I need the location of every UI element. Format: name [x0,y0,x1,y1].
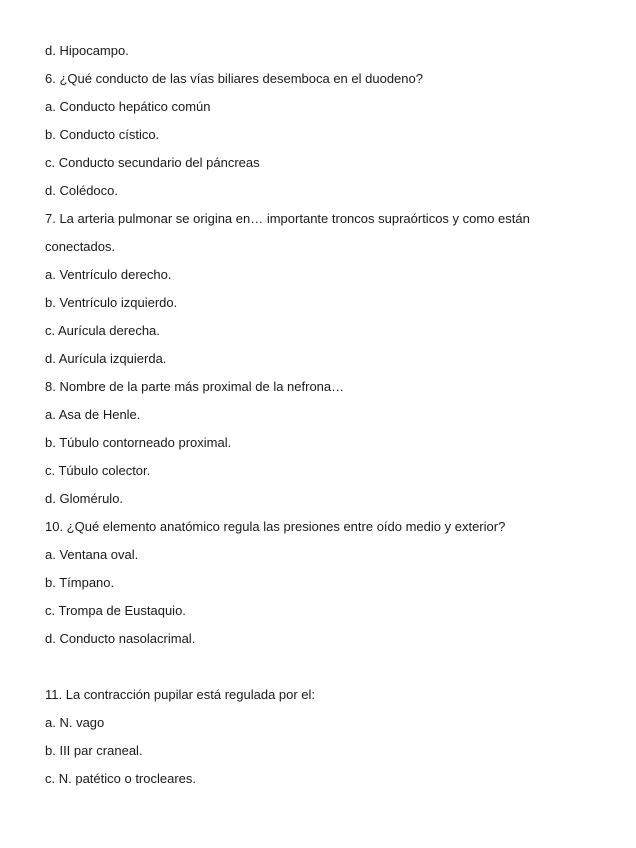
answer-option: d. Glomérulo. [45,491,124,506]
answer-option: a. Conducto hepático común [45,99,211,114]
question-text: 10. ¿Qué elemento anatómico regula las presiones entre oído medio y exterior? [45,519,506,534]
answer-option: c. N. patético o trocleares. [45,771,197,786]
answer-option: a. Asa de Henle. [45,407,141,422]
question-text: 8. Nombre de la parte más proximal de la nefrona… [45,379,345,394]
answer-option: d. Hipocampo. [45,43,129,58]
answer-option: b. Túbulo contorneado proximal. [45,435,232,450]
question-text: 6. ¿Qué conducto de las vías biliares desemboca en el duodeno? [45,71,423,86]
answer-option: d. Colédoco. [45,183,118,198]
answer-option: c. Conducto secundario del páncreas [45,155,260,170]
answer-option: b. Tímpano. [45,575,115,590]
answer-option: a. Ventrículo derecho. [45,267,172,282]
question-text-continuation: conectados. [45,239,116,254]
answer-option: b. III par craneal. [45,743,143,758]
question-text: 11. La contracción pupilar está regulada por el: [45,687,316,702]
answer-option: d. Aurícula izquierda. [45,351,167,366]
answer-option: d. Conducto nasolacrimal. [45,631,196,646]
answer-option: a. N. vago [45,715,105,730]
question-text: 7. La arteria pulmonar se origina en… importante troncos supraórticos y como están [45,211,530,226]
answer-option: c. Túbulo colector. [45,463,151,478]
answer-option: b. Ventrículo izquierdo. [45,295,178,310]
answer-option: c. Trompa de Eustaquio. [45,603,186,618]
answer-option: c. Aurícula derecha. [45,323,160,338]
answer-option: a. Ventana oval. [45,547,139,562]
answer-option: b. Conducto cístico. [45,127,160,142]
